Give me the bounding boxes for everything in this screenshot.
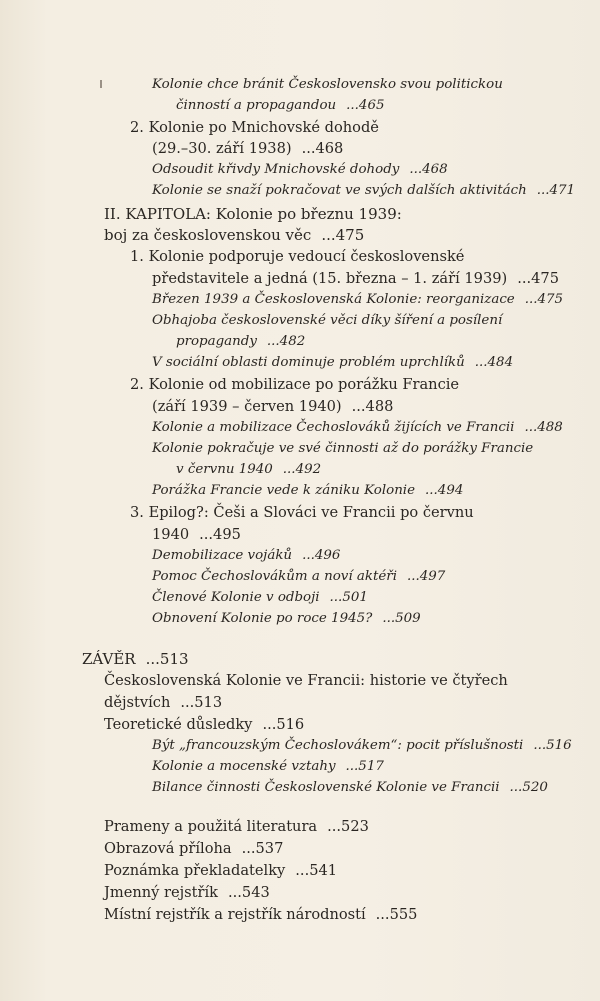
toc-entry: Porážka Francie vede k zániku Kolonie ...494 [152, 483, 464, 498]
toc-entry: představitele a jedná (15. března – 1. září 1939) ...475 [152, 270, 559, 287]
toc-entry: propagandy ...482 [176, 334, 306, 349]
toc-entry: (29.–30. září 1938) ...468 [152, 140, 344, 157]
toc-entry: Obhajoba československé věci díky šíření a posílení [152, 313, 503, 328]
toc-entry: Místní rejstřík a rejstřík národností ...555 [104, 906, 418, 923]
toc-entry: činností a propagandou ...465 [176, 98, 385, 113]
toc-entry: Demobilizace vojáků ...496 [152, 548, 341, 563]
toc-entry: Bilance činnosti Československé Kolonie ve Francii ...520 [152, 780, 548, 795]
chapter-heading: boj za československou věc ...475 [104, 226, 365, 244]
page-mark [100, 80, 102, 88]
toc-entry: (září 1939 – červen 1940) ...488 [152, 398, 394, 415]
toc-entry: Teoretické důsledky ...516 [104, 716, 305, 733]
toc-entry: V sociální oblasti dominuje problém uprchlíků ...484 [152, 355, 514, 370]
toc-entry: 3. Epilog?: Češi a Slováci ve Francii po červnu [130, 504, 474, 521]
chapter-heading: II. KAPITOLA: Kolonie po březnu 1939: [104, 205, 402, 223]
toc-entry: 1940 ...495 [152, 526, 241, 543]
toc-entry: Obrazová příloha ...537 [104, 840, 284, 857]
toc-entry: Poznámka překladatelky ...541 [104, 862, 338, 879]
toc-entry: Členové Kolonie v odboji ...501 [152, 590, 368, 605]
toc-entry: Československá Kolonie ve Francii: historie ve čtyřech [104, 672, 508, 689]
toc-entry: Kolonie a mocenské vztahy ...517 [152, 759, 384, 774]
toc-entry: v červnu 1940 ...492 [176, 462, 322, 477]
toc-entry: Kolonie pokračuje ve své činnosti až do porážky Francie [152, 441, 534, 456]
toc-entry: 2. Kolonie od mobilizace po porážku Francie [130, 376, 460, 393]
toc-entry: Kolonie se snaží pokračovat ve svých dalších aktivitách ...471 [152, 183, 576, 198]
toc-entry: Pomoc Čechoslovákům a noví aktéři ...497 [152, 569, 446, 584]
toc-entry: Prameny a použitá literatura ...523 [104, 818, 369, 835]
toc-entry: dějstvích ...513 [104, 694, 223, 711]
toc-entry: 1. Kolonie podporuje vedoucí československé [130, 248, 465, 265]
toc-entry: Obnovení Kolonie po roce 1945? ...509 [152, 611, 421, 626]
toc-entry: Kolonie chce bránit Československo svou politickou [152, 77, 503, 92]
section-heading-zaver: ZÁVĚR ...513 [82, 650, 189, 668]
toc-entry: Být „francouzským Čechoslovákem“: pocit příslušnosti ...516 [152, 738, 572, 753]
toc-entry: Jmenný rejstřík ...543 [104, 884, 270, 901]
toc-entry: Odsoudit křivdy Mnichovské dohody ...468 [152, 162, 448, 177]
toc-entry: Březen 1939 a Československá Kolonie: reorganizace ...475 [152, 292, 564, 307]
toc-entry: Kolonie a mobilizace Čechoslováků žijících ve Francii ...488 [152, 420, 563, 435]
toc-entry: 2. Kolonie po Mnichovské dohodě [130, 119, 379, 136]
